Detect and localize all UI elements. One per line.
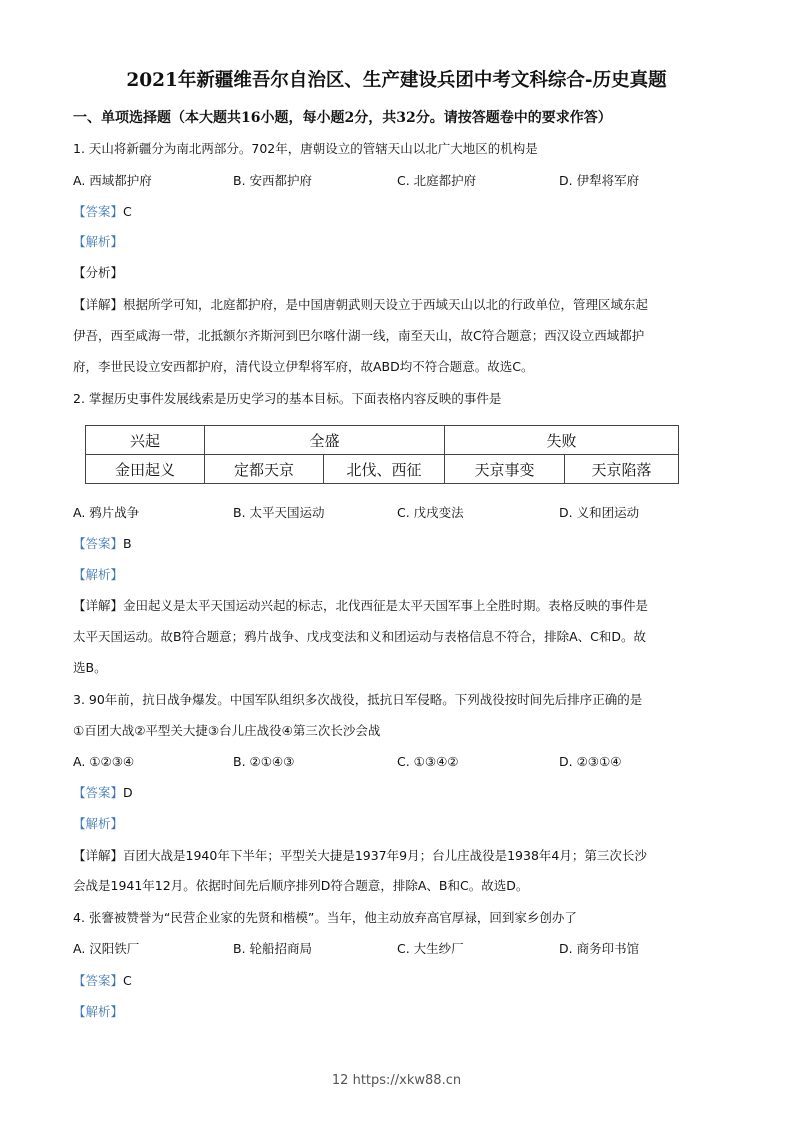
q3-detail-line: 会战是1941年12月。依据时间先后顺序排列D符合题意，排除A、B和C。故选D。 [73, 878, 529, 893]
answer-value: D [123, 785, 133, 800]
q2-detail-line: 选B。 [73, 660, 107, 675]
detail-text: 根据所学可知，北庭都护府，是中国唐朝武则天设立于西域天山以北的行政单位，管理区域东起 [123, 297, 649, 312]
q3-answer [73, 784, 133, 802]
answer-value: B [123, 536, 132, 551]
answer-label: 【答案】 [73, 785, 124, 800]
q3-option-d: D. ②③①④ [559, 754, 622, 769]
q3-detail-line [73, 847, 647, 865]
q3-option-b: B. ②①④③ [233, 754, 295, 769]
answer-label: 【答案】 [73, 973, 124, 988]
q2-detail-line: 太平天国运动。故B符合题意；鸦片战争、戊戌变法和义和团运动与表格信息不符合，排除A、C和D。故 [73, 629, 646, 644]
q2-events-table [85, 425, 679, 484]
q2-answer [73, 535, 132, 553]
table-cell: 天京事变 [445, 455, 565, 484]
q2-option-d: D. 义和团运动 [559, 505, 640, 520]
q1-detail-line: 伊吾，西至咸海一带，北抵额尔齐斯河到巴尔喀什湖一线，南至天山，故C符合题意；西汉设立西域都护 [73, 328, 645, 343]
q4-option-b: B. 轮船招商局 [233, 941, 313, 956]
answer-value: C [123, 204, 132, 219]
q1-option-d: D. 伊犁将军府 [559, 173, 640, 188]
table-cell: 北伐、西征 [324, 455, 445, 484]
q1-answer [73, 203, 132, 221]
q1-detail-line: 府，李世民设立安西都护府，清代设立伊犁将军府，故ABD均不符合题意。故选C。 [73, 359, 534, 374]
detail-label: 【详解】 [73, 297, 124, 312]
q2-stem: 2. 掌握历史事件发展线索是历史学习的基本目标。下面表格内容反映的事件是 [73, 391, 502, 406]
answer-value: C [123, 973, 132, 988]
section-heading: 一、单项选择题（本大题共16小题，每小题2分，共32分。请按答题卷中的要求作答） [73, 110, 612, 126]
q1-option-a: A. 西域都护府 [73, 173, 152, 188]
table-cell: 金田起义 [86, 455, 205, 484]
q1-fenxi-label: 【分析】 [73, 265, 124, 280]
table-header: 全盛 [205, 426, 445, 455]
q3-items: ①百团大战②平型关大捷③台儿庄战役④第三次长沙会战 [73, 723, 381, 738]
q4-analysis-label: 【解析】 [73, 1004, 124, 1019]
q4-answer [73, 972, 132, 990]
table-header: 兴起 [86, 426, 205, 455]
q1-option-b: B. 安西都护府 [233, 173, 313, 188]
q1-detail-line [73, 296, 648, 314]
q3-stem: 3. 90年前，抗日战争爆发。中国军队组织多次战役，抵抗日军侵略。下列战役按时间先后排序正确的是 [73, 692, 643, 707]
page-title: 2021年新疆维吾尔自治区、生产建设兵团中考文科综合-历史真题 [126, 70, 667, 91]
q1-stem: 1. 天山将新疆分为南北两部分。702年，唐朝设立的管辖天山以北广大地区的机构是 [73, 141, 538, 156]
q2-option-c: C. 戊戌变法 [397, 505, 464, 520]
q3-option-a: A. ①②③④ [73, 754, 135, 769]
q1-option-c: C. 北庭都护府 [397, 173, 477, 188]
q2-analysis-label: 【解析】 [73, 567, 124, 582]
q2-detail-line [73, 597, 648, 615]
q1-analysis-label: 【解析】 [73, 234, 124, 249]
q2-option-a: A. 鸦片战争 [73, 505, 140, 520]
detail-label: 【详解】 [73, 598, 124, 613]
table-header: 失败 [445, 426, 679, 455]
q3-option-c: C. ①③④② [397, 754, 459, 769]
page-footer: 12 https://xkw88.cn [331, 1073, 462, 1088]
table-cell: 定都天京 [205, 455, 324, 484]
answer-label: 【答案】 [73, 536, 124, 551]
q2-option-b: B. 太平天国运动 [233, 505, 325, 520]
q4-stem: 4. 张謇被赞誉为“民营企业家的先贤和楷模”。当年，他主动放弃高官厚禄，回到家乡创办了 [73, 910, 577, 925]
q4-option-a: A. 汉阳铁厂 [73, 941, 140, 956]
table-cell: 天京陷落 [565, 455, 679, 484]
answer-label: 【答案】 [73, 204, 124, 219]
detail-text: 金田起义是太平天国运动兴起的标志，北伐西征是太平天国军事上全胜时期。表格反映的事件是 [123, 598, 649, 613]
q4-option-d: D. 商务印书馆 [559, 941, 640, 956]
q4-option-c: C. 大生纱厂 [397, 941, 464, 956]
q3-analysis-label: 【解析】 [73, 816, 124, 831]
detail-label: 【详解】 [73, 848, 124, 863]
detail-text: 百团大战是1940年下半年；平型关大捷是1937年9月；台儿庄战役是1938年4月；第三次长沙 [123, 848, 647, 863]
